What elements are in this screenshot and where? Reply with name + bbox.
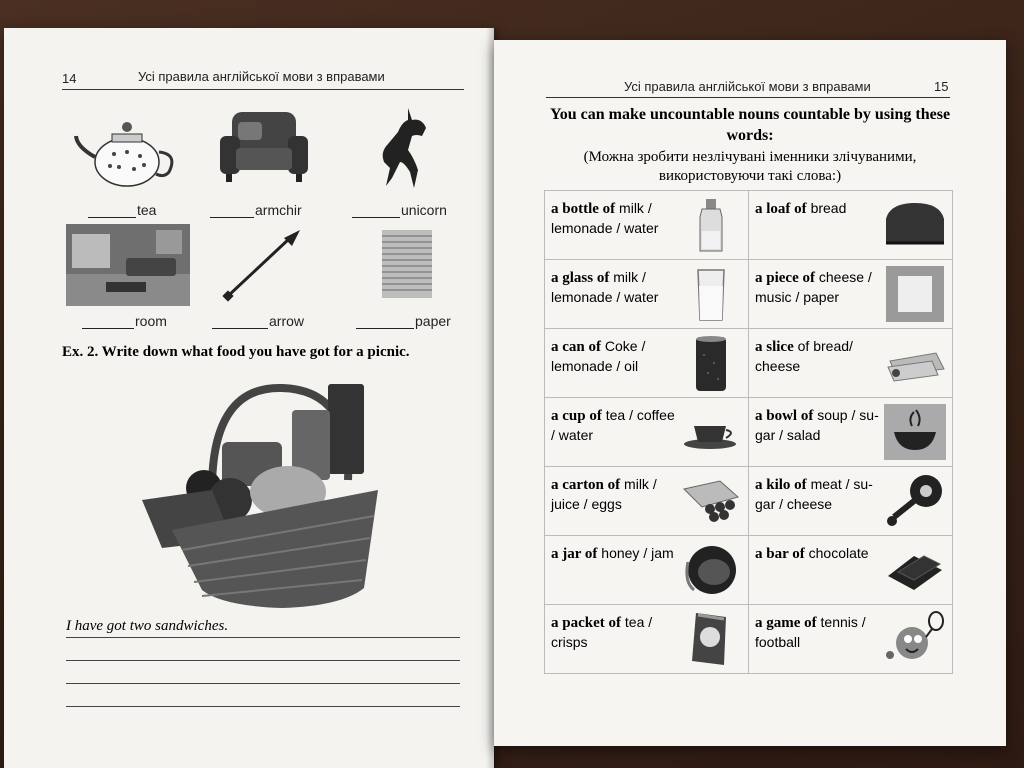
exercise-2-instruction: Ex. 2. Write down what food you have got for a picnic. — [62, 344, 410, 360]
list-item: a game of tennis / football — [749, 605, 952, 673]
list-item: a piece of cheese / music / paper — [749, 260, 952, 328]
right-page-number: 15 — [934, 79, 949, 94]
paper-stack-icon — [380, 228, 434, 300]
glass-icon — [680, 266, 742, 322]
blank-unicorn: unicorn — [352, 202, 447, 218]
tennis-ball-icon — [884, 611, 946, 667]
bowl-icon — [884, 404, 946, 460]
blank-paper: paper — [356, 313, 451, 329]
countable-words-table — [544, 190, 953, 674]
rule-title-translation: (Можна зробити незлічувані іменники злічуваними, використовуючи такі слова:) — [583, 149, 917, 184]
rule-title: You can make uncountable nouns countable by using these words: — [549, 106, 951, 144]
blank-arrow: arrow — [212, 313, 304, 329]
can-icon — [680, 335, 742, 391]
right-page-header: Усі правила англійської мови з вправами — [624, 79, 871, 94]
writing-line-1[interactable] — [66, 637, 460, 638]
living-room-icon — [66, 224, 190, 306]
bottle-icon — [680, 197, 742, 253]
picnic-basket-icon — [142, 380, 392, 612]
list-item: a jar of honey / jam — [545, 536, 748, 604]
list-item: a slice of bread/ cheese — [749, 329, 952, 397]
blank-tea: tea — [88, 202, 156, 218]
left-page-header: Усі правила англійської мови з вправами — [138, 69, 385, 84]
list-item: a glass of milk / lemonade / water — [545, 260, 748, 328]
writing-line-3[interactable] — [66, 683, 460, 684]
left-page-number: 14 — [62, 71, 77, 86]
writing-line-4[interactable] — [66, 706, 460, 707]
crisps-packet-icon — [680, 611, 742, 667]
bread-loaf-icon — [884, 197, 946, 253]
meat-leg-icon — [884, 473, 946, 529]
right-header-rule — [546, 97, 950, 98]
list-item: a kilo of meat / sugar / cheese — [749, 467, 952, 535]
cup-icon — [680, 404, 742, 460]
list-item: a packet of tea / crisps — [545, 605, 748, 673]
writing-line-2[interactable] — [66, 660, 460, 661]
left-header-rule — [62, 89, 464, 90]
armchair-icon — [218, 108, 310, 183]
list-item: a loaf of bread — [749, 191, 952, 259]
bread-slices-icon — [884, 335, 946, 391]
list-item: a bottle of milk / lemonade / water — [545, 191, 748, 259]
unicorn-icon — [378, 106, 434, 190]
spear-icon — [222, 228, 302, 302]
egg-carton-icon — [680, 473, 742, 529]
jar-icon — [680, 542, 742, 598]
blank-room: room — [82, 313, 167, 329]
teapot-icon — [72, 112, 182, 190]
list-item: a bowl of soup / sugar / salad — [749, 398, 952, 466]
list-item: a bar of chocolate — [749, 536, 952, 604]
blank-armchair: armchir — [210, 202, 302, 218]
example-answer: I have got two sandwiches. — [66, 618, 229, 634]
list-item: a cup of tea / coffee / water — [545, 398, 748, 466]
list-item: a can of Coke / lemonade / oil — [545, 329, 748, 397]
list-item: a carton of milk / juice / eggs — [545, 467, 748, 535]
chocolate-bar-icon — [884, 542, 946, 598]
paper-sheet-icon — [884, 266, 946, 322]
